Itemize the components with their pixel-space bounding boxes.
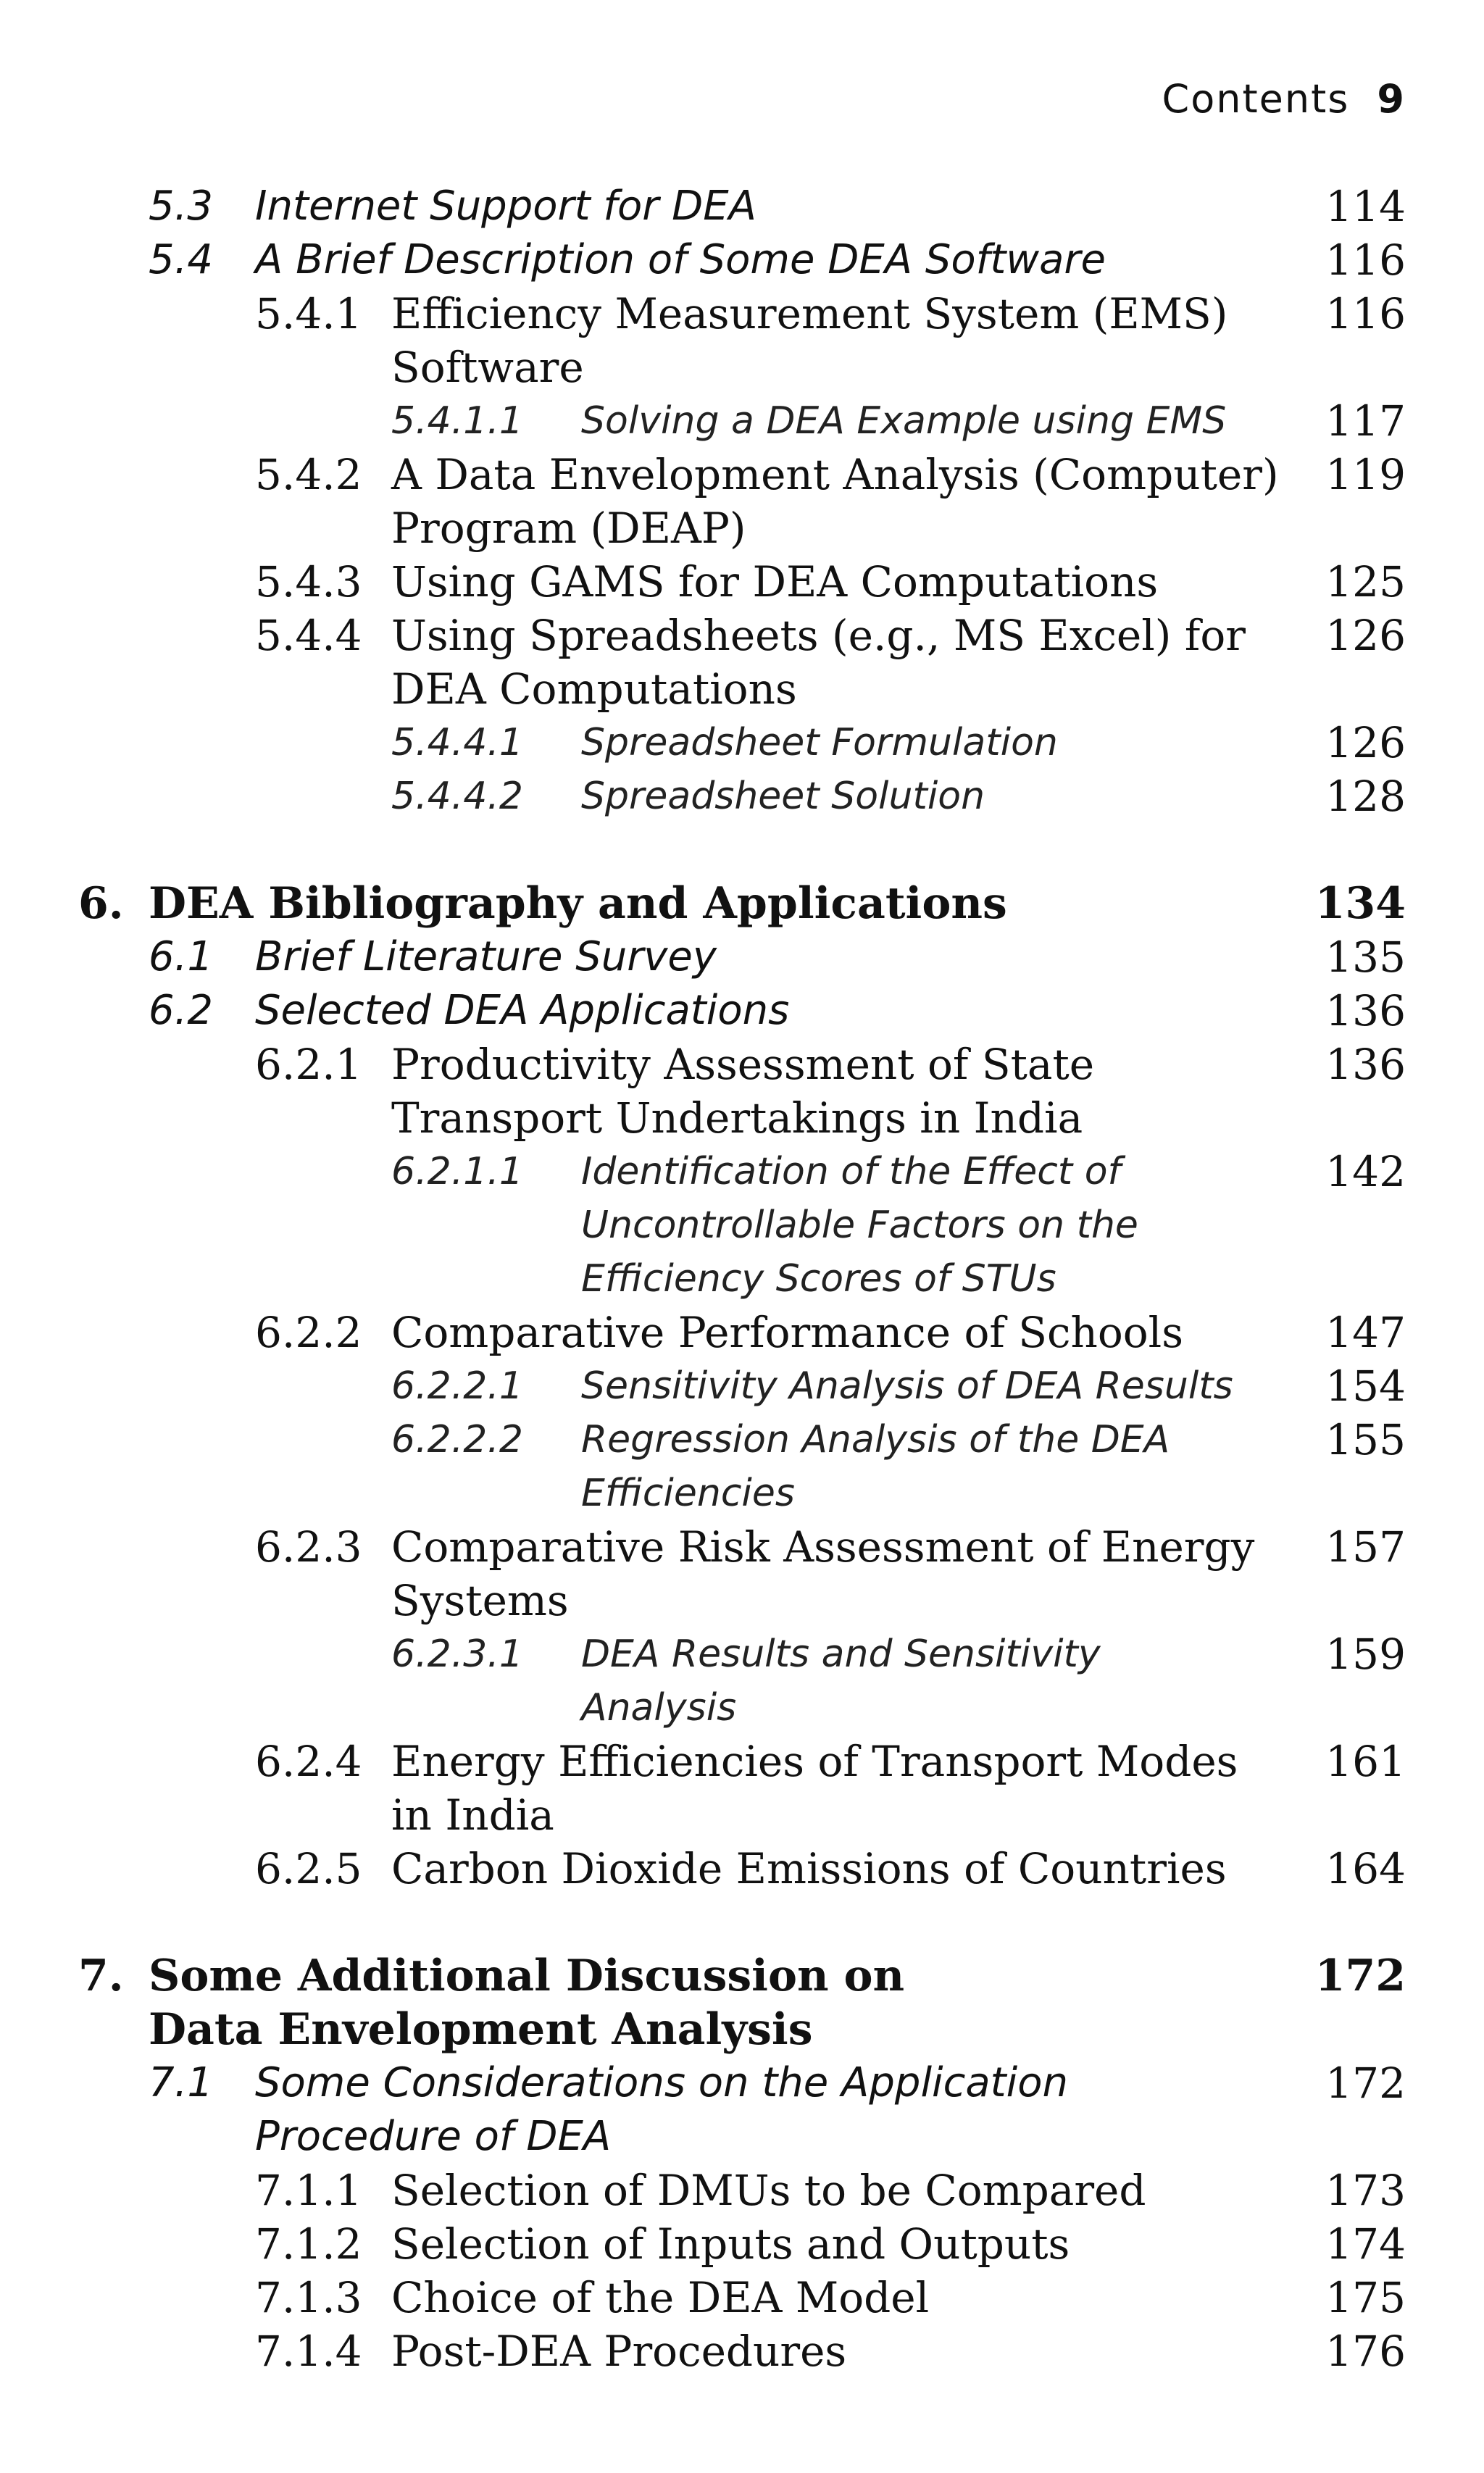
toc-entry-number: 5.4.1.1 <box>391 399 523 443</box>
toc-entry-continuation <box>0 1467 1484 1520</box>
table-of-contents <box>0 180 1484 2378</box>
toc-entry <box>0 2217 1484 2271</box>
toc-entry-title: Choice of the DEA Model <box>391 2273 930 2322</box>
toc-entry-number: 6.2.2.2 <box>391 1418 523 1461</box>
toc-entry <box>0 984 1484 1038</box>
toc-entry-title: Using GAMS for DEA Computations <box>391 557 1159 606</box>
toc-entry-title: Selection of DMUs to be Compared <box>391 2166 1146 2215</box>
toc-entry-number: 6.2.5 <box>255 1844 362 1893</box>
toc-entry-number: 6.2.2 <box>255 1308 362 1357</box>
toc-entry-continuation <box>0 1198 1484 1252</box>
toc-entry-page: 136 <box>1325 986 1406 1035</box>
toc-entry-page: 135 <box>1325 933 1406 982</box>
toc-entry <box>0 1145 1484 1198</box>
toc-entry-continuation <box>0 2003 1484 2056</box>
toc-entry-page: 172 <box>1314 1951 1406 2001</box>
toc-entry-page: 117 <box>1325 396 1406 446</box>
toc-entry-continuation <box>0 1788 1484 1842</box>
toc-entry-title: DEA Bibliography and Applications <box>149 878 1007 929</box>
toc-entry <box>0 1306 1484 1359</box>
toc-entry-title: Energy Efficiencies of Transport Modes <box>391 1737 1238 1786</box>
toc-entry-page: 116 <box>1325 289 1406 338</box>
toc-entry-title: Selection of Inputs and Outputs <box>391 2219 1070 2269</box>
toc-entry-number: 6.2.2.1 <box>391 1364 523 1408</box>
toc-entry <box>0 716 1484 770</box>
toc-entry <box>0 609 1484 662</box>
toc-entry-title: A Data Envelopment Analysis (Computer) <box>391 450 1279 499</box>
toc-entry-page: 164 <box>1325 1844 1406 1893</box>
toc-entry-page: 174 <box>1325 2219 1406 2269</box>
toc-entry-page: 176 <box>1325 2327 1406 2376</box>
toc-entry-title: Carbon Dioxide Emissions of Countries <box>391 1844 1227 1893</box>
toc-entry-title: DEA Results and Sensitivity <box>581 1632 1101 1676</box>
toc-entry-number: 6.2.1.1 <box>391 1150 523 1193</box>
toc-entry-page: 116 <box>1325 235 1406 285</box>
toc-entry-title: Comparative Risk Assessment of Energy <box>391 1522 1255 1572</box>
page-number: 9 <box>1377 76 1406 122</box>
toc-entry-number: 7.1.2 <box>255 2219 362 2269</box>
toc-entry <box>0 287 1484 341</box>
toc-entry-number: 5.4 <box>149 236 214 283</box>
toc-entry <box>0 233 1484 287</box>
toc-entry <box>0 1627 1484 1681</box>
toc-entry-title: Spreadsheet Formulation <box>581 721 1058 764</box>
toc-entry-continuation <box>0 501 1484 555</box>
running-header <box>1162 76 1406 122</box>
toc-entry-number: 6. <box>78 878 124 929</box>
toc-entry-page: 128 <box>1325 772 1406 821</box>
toc-entry-continuation <box>0 1574 1484 1627</box>
toc-entry-number: 6.1 <box>149 933 214 980</box>
toc-entry-title: Efficiency Scores of STUs <box>581 1257 1056 1301</box>
toc-entry-title: Brief Literature Survey <box>255 933 717 980</box>
toc-entry-number: 5.4.4 <box>255 611 362 660</box>
toc-entry-title: Efficiency Measurement System (EMS) <box>391 289 1228 338</box>
toc-entry-number: 6.2.4 <box>255 1737 362 1786</box>
toc-entry <box>0 448 1484 501</box>
toc-entry-number: 6.2.1 <box>255 1040 362 1089</box>
toc-entry-title: in India <box>391 1790 554 1840</box>
toc-entry-number: 7.1 <box>149 2059 214 2106</box>
toc-entry-title: Efficiencies <box>581 1472 795 1515</box>
toc-entry <box>0 1413 1484 1467</box>
toc-entry-number: 6.2.3 <box>255 1522 362 1572</box>
toc-entry <box>0 2324 1484 2378</box>
toc-entry-title: Comparative Performance of Schools <box>391 1308 1183 1357</box>
toc-entry-page: 126 <box>1325 718 1406 767</box>
toc-entry-number: 7.1.3 <box>255 2273 362 2322</box>
toc-entry <box>0 930 1484 984</box>
toc-entry-number: 7.1.1 <box>255 2166 362 2215</box>
toc-entry <box>0 1520 1484 1574</box>
toc-entry-title: Data Envelopment Analysis <box>149 2004 813 2055</box>
toc-entry-title: Analysis <box>581 1686 737 1730</box>
toc-entry-page: 136 <box>1325 1040 1406 1089</box>
toc-entry-page: 126 <box>1325 611 1406 660</box>
toc-entry-page: 154 <box>1325 1361 1406 1411</box>
toc-entry <box>0 394 1484 448</box>
toc-entry-number: 6.2 <box>149 987 214 1034</box>
toc-entry <box>0 1949 1484 2003</box>
toc-entry <box>0 1735 1484 1788</box>
toc-entry-title: Regression Analysis of the DEA <box>581 1418 1170 1461</box>
toc-entry-continuation <box>0 662 1484 716</box>
toc-entry-page: 172 <box>1325 2059 1406 2108</box>
toc-entry-number: 5.4.3 <box>255 557 362 606</box>
toc-entry-title: Using Spreadsheets (e.g., MS Excel) for <box>391 611 1246 660</box>
toc-entry-page: 119 <box>1325 450 1406 499</box>
toc-entry <box>0 770 1484 823</box>
toc-entry-title: Solving a DEA Example using EMS <box>581 399 1227 443</box>
toc-entry-page: 142 <box>1325 1147 1406 1196</box>
toc-entry <box>0 1359 1484 1413</box>
toc-entry-title: Systems <box>391 1576 569 1625</box>
running-header-title: Contents <box>1162 76 1350 122</box>
toc-entry-title: Spreadsheet Solution <box>581 775 985 818</box>
toc-entry <box>0 1842 1484 1896</box>
toc-entry-title: Procedure of DEA <box>255 2113 612 2160</box>
toc-entry-page: 161 <box>1325 1737 1406 1786</box>
toc-entry <box>0 1038 1484 1091</box>
toc-entry-page: 114 <box>1325 182 1406 231</box>
toc-entry-title: Software <box>391 343 584 392</box>
toc-entry-number: 5.4.4.2 <box>391 775 523 818</box>
toc-entry-title: Transport Undertakings in India <box>391 1093 1083 1143</box>
toc-entry-number: 7. <box>78 1951 124 2001</box>
toc-entry-title: Some Additional Discussion on <box>149 1951 905 2001</box>
toc-entry-number: 5.4.2 <box>255 450 362 499</box>
toc-entry <box>0 2271 1484 2324</box>
toc-entry-title: DEA Computations <box>391 664 797 714</box>
toc-entry <box>0 555 1484 609</box>
toc-entry-page: 147 <box>1325 1308 1406 1357</box>
toc-entry-title: Productivity Assessment of State <box>391 1040 1095 1089</box>
toc-entry-number: 5.4.4.1 <box>391 721 523 764</box>
toc-entry-number: 7.1.4 <box>255 2327 362 2376</box>
toc-entry-continuation <box>0 1681 1484 1735</box>
toc-entry-number: 5.4.1 <box>255 289 362 338</box>
toc-entry-title: Internet Support for DEA <box>255 183 756 230</box>
toc-entry-page: 173 <box>1325 2166 1406 2215</box>
toc-entry-page: 125 <box>1325 557 1406 606</box>
toc-entry-continuation <box>0 1091 1484 1145</box>
toc-entry-page: 134 <box>1314 878 1406 929</box>
toc-entry-page: 159 <box>1325 1630 1406 1679</box>
toc-entry-title: A Brief Description of Some DEA Software <box>255 236 1106 283</box>
toc-entry-continuation <box>0 1252 1484 1306</box>
toc-entry-title: Post-DEA Procedures <box>391 2327 847 2376</box>
toc-entry-number: 6.2.3.1 <box>391 1632 523 1676</box>
toc-entry-title: Selected DEA Applications <box>255 987 790 1034</box>
toc-entry <box>0 2056 1484 2110</box>
toc-entry-continuation <box>0 2110 1484 2164</box>
toc-entry-title: Identification of the Effect of <box>581 1150 1121 1193</box>
toc-entry-title: Program (DEAP) <box>391 504 746 553</box>
toc-entry <box>0 180 1484 233</box>
toc-entry-page: 157 <box>1325 1522 1406 1572</box>
toc-entry-page: 155 <box>1325 1415 1406 1464</box>
toc-entry-title: Uncontrollable Factors on the <box>581 1204 1138 1247</box>
toc-entry-page: 175 <box>1325 2273 1406 2322</box>
toc-entry-number: 5.3 <box>149 183 214 230</box>
toc-entry <box>0 877 1484 930</box>
toc-entry-title: Sensitivity Analysis of DEA Results <box>581 1364 1233 1408</box>
toc-entry-title: Some Considerations on the Application <box>255 2059 1068 2106</box>
toc-entry-continuation <box>0 341 1484 394</box>
toc-entry <box>0 2164 1484 2217</box>
